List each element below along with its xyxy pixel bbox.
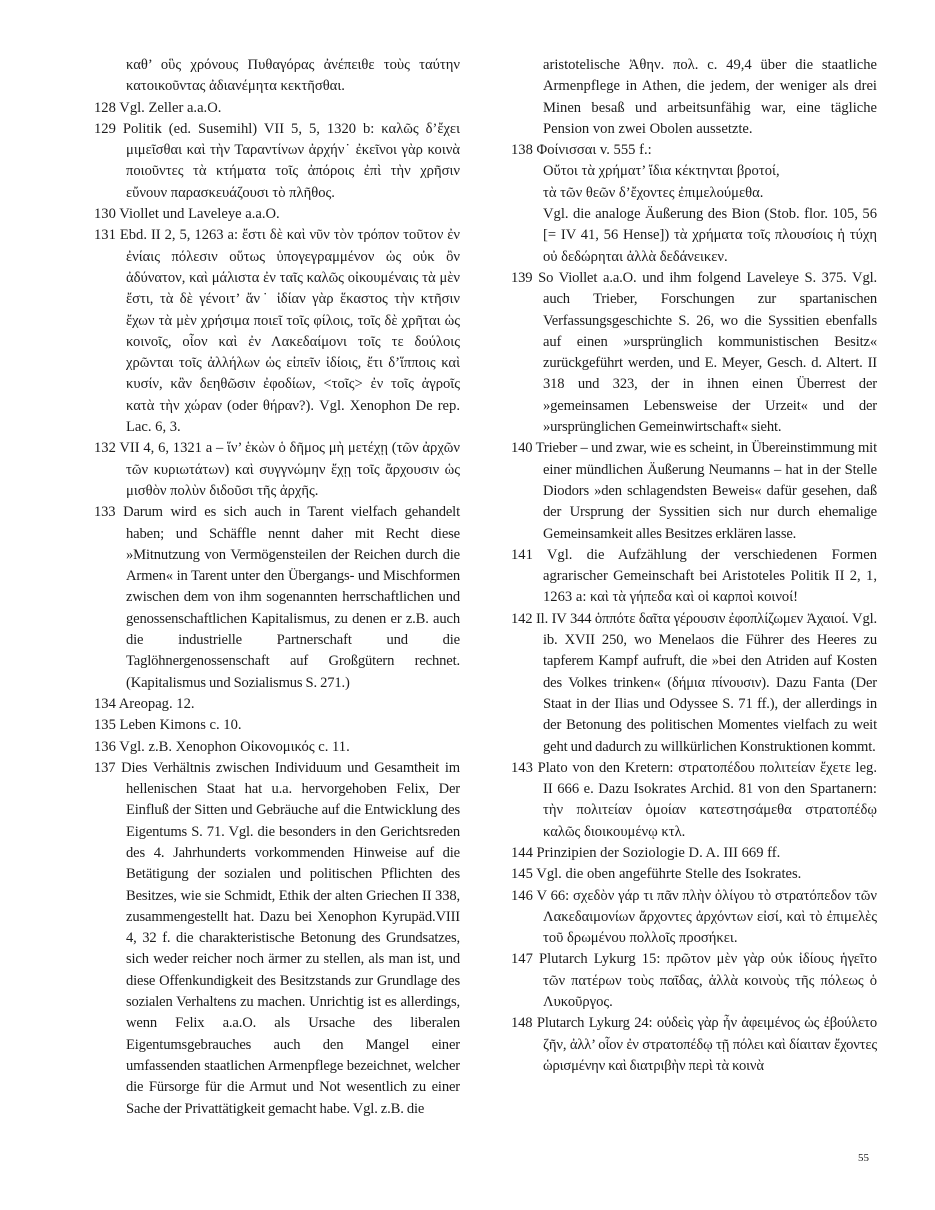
footnote-143: 143 Plato von den Kretern: στρατοπέδου πολιτείαν ἔχετε leg. II 666 e. Dazu Isokrates Archid. 81 von den Spartanern: τὴν πολιτείαν ὁμοίαν κατεστησάμεθα στρατοπέδῳ καλῶς διοικουμένῳ κτλ.: [511, 759, 877, 840]
footnote-146: 146 V 66: σχεδὸν γάρ τι πᾶν πλὴν ὀλίγου τὸ στρατόπεδον τῶν Λακεδαιμονίων ἄρχοντες ἀρχόντων εἰσί, καὶ τὸ ἐπιμελὲς τοῦ δρωμένου πολλοῖς προσήκει.: [511, 887, 877, 947]
footnote-130: 130 Viollet und Laveleye a.a.O.: [94, 206, 280, 223]
footnote-138: 138 Φοίνισσαι v. 555 f.:: [511, 142, 652, 159]
footnote-continuation: καθ’ οὓς χρόνους Πυθαγόρας ἀνέπειθε τοὺς ταύτην κατοικοῦντας ἀδιανέμητα κεκτῆσθαι.: [126, 57, 460, 95]
quote-line: τὰ τῶν θεῶν δ’ἔχοντες ἐπιμελούμεθα.: [543, 184, 764, 201]
footnote-141: 141 Vgl. die Aufzählung der verschiedenen Formen agrarischer Gemeinschaft bei Aristoteles Politik II 2, 1, 1263 a: καὶ τὰ γήπεδα καὶ οἱ καρποὶ κοινοί!: [511, 546, 877, 606]
footnote-148: 148 Plutarch Lykurg 24: οὐδεὶς γὰρ ἦν ἀφειμένος ὡς ἐβούλετο ζῆν, ἀλλ’ οἷον ἐν στρατοπέδῳ τῇ πόλει καὶ δίαιταν ἔχοντες ὡρισμένην καὶ διατριβὴν περὶ τὰ κοινὰ: [511, 1015, 877, 1074]
footnote-137: 137 Dies Verhältnis zwischen Individuum und Gesamtheit im hellenischen Staat hat u.a. hervorgehoben Felix, Der Einfluß der Sitten und Gebräuche auf die Entwicklung des Eigentums S. 71. Vgl. die besonders in den Gerichtsreden des 4. Jahrhunderts vorkommenden Hinweise auf die Betätigung der sozialen und politischen Pflichten des Besitzes, wie sie Schmidt, Ethik der alten Griechen II 338, zusammengestellt hat. Dazu bei Xenophon Kyrupäd.VIII 4, 32 f. die charakteristische Betonung des Grundsatzes, sich weder reicher noch ärmer zu stellen, als man ist, und diese Offenkundigkeit des Besitzstands zur Grundlage des sozialen Verhaltens zu machen. Unrichtig ist es allerdings, wenn Felix a.a.O. als Ursache des liberalen Eigentumsgebrauches auch den Mangel einer umfassenden staatlichen Armenpflege bezeichnet, welcher die Fürsorge für die Armut und Not wesentlich zu einer Sache der Privattätigkeit gemacht habe. Vgl. z.B. die: [94, 759, 460, 1117]
footnote-134: 134 Areopag. 12.: [94, 695, 195, 712]
quote-line: Οὔτοι τὰ χρήματ’ ἴδια κέκτηνται βροτοί,: [543, 163, 780, 180]
footnote-132: 132 VII 4, 6, 1321 a – ἵν’ ἑκὼν ὁ δῆμος μὴ μετέχῃ (τῶν ἀρχῶν τῶν κυριωτάτων) καὶ συγγνώμην ἔχῃ τοῖς ἄρχουσιν ὡς μισθὸν πολὺν διδοῦσι τῆς ἀρχῆς.: [94, 440, 460, 499]
footnote-133: 133 Darum wird es sich auch in Tarent vielfach gehandelt haben; und Schäffle nennt daher mit Recht diese »Mitnutzung von Vermögensteilen der Reichen durch die Armen« in Tarent unter den Übergangs- und Mischformen zwischen dem von ihm sogenannten herrschaftlichen und genossenschaftlichen Kapitalismus, zu denen er z.B. auch die industrielle Partnerschaft und die Taglöhnergenossenschaft auf Großgütern rechnet. (Kapitalismus und Sozialismus S. 271.): [94, 504, 460, 691]
footnote-129: 129 Politik (ed. Susemihl) VII 5, 5, 1320 b: καλῶς δ’ἔχει μιμεῖσθαι καὶ τὴν Ταραντίνων ἀρχήν˙ ἐκεῖνοι γὰρ κοινὰ ποιοῦντες τὰ κτήματα τοῖς ἀπόροις ἐπὶ τὴν χρῆσιν εὔνουν παρασκευάζουσι τὸ πλῆθος.: [94, 120, 460, 201]
footnote-128: 128 Vgl. Zeller a.a.O.: [94, 99, 222, 116]
left-column: [94, 55, 460, 1120]
footnote-139: 139 So Viollet a.a.O. und ihm folgend Laveleye S. 375. Vgl. auch Trieber, Forschungen zur spartanischen Verfassungsgeschichte S. 26, wo die Syssitien ebenfalls auf einen »ursprünglich kommunistischen Besitz« zurückgeführt werden, und E. Meyer, Gesch. d. Altert. II 318 und 323, der in ihnen einen Überrest der »gemeinsamen Lebensweise der Urzeit« und der »ursprünglichen Gemeinwirtschaft« sieht.: [511, 269, 877, 436]
page-number: 55: [858, 1152, 869, 1164]
footnote-138-continued: Vgl. die analoge Äußerung des Bion (Stob. flor. 105, 56 [= IV 41, 56 Hense]) τὰ χρήματα τοῖς πλουσίοις ἡ τύχη οὐ δεδώρηται ἀλλὰ δεδάνεικεν.: [543, 206, 877, 265]
footnote-136: 136 Vgl. z.B. Xenophon Οἰκονομικός c. 11.: [94, 738, 350, 755]
footnote-145: 145 Vgl. die oben angeführte Stelle des Isokrates.: [511, 866, 802, 883]
footnote-144: 144 Prinzipien der Soziologie D. A. III 669 ff.: [511, 844, 781, 861]
footnote-135: 135 Leben Kimons c. 10.: [94, 717, 242, 734]
footnote-131: 131 Ebd. II 2, 5, 1263 a: ἔστι δὲ καὶ νῦν τὸν τρόπον τοῦτον ἐν ἐνίαις πόλεσιν οὕτως ὑπογεγραμμένον ὡς οὐκ ὂν ἀδύνατον, καὶ μάλιστα ἐν ταῖς καλῶς οἰκουμέναις τὰ μὲν ἔστι, τὰ δὲ γένοιτ’ ἄν˙ ἰδίαν γὰρ ἕκαστος τὴν κτῆσιν ἔχων τὰ μὲν χρήσιμα ποιεῖ τοῖς φίλοις, τοῖς δὲ χρῆται ὡς κοινοῖς, οἷον καὶ ἐν Λακεδαίμονι τοῖς τε δούλοις χρῶνται τοῖς ἀλλήλων ὡς εἰπεῖν ἰδίοις, ἔτι δ’ἵπποις καὶ κυσίν, κἂν δεηθῶσιν ἐφοδίων, <τοῖς> ἐν τοῖς ἀγροῖς κατὰ τὴν χώραν (oder θήραν?). Vgl. Xenophon De rep. Lac. 6, 3.: [94, 227, 460, 436]
footnote-140: 140 Trieber – und zwar, wie es scheint, in Übereinstimmung mit einer mündlichen Äußerung Neumanns – hat in der Stelle Diodors »den schlagendsten Beweis« dafür gesehen, daß der Ursprung der Syssitien sich nur durch ehemalige Gemeinsamkeit alles Besitzes erklären lasse.: [511, 440, 877, 542]
footnote-continuation: aristotelische Ἀθην. πολ. c. 49,4 über die staatliche Armenpflege in Athen, die jedem, der weniger als drei Minen besaß und arbeitsunfähig war, eine tägliche Pension von zwei Obolen aussetzte.: [543, 57, 877, 137]
footnote-142: 142 Il. IV 344 ὁππότε δαῖτα γέρουσιν ἐφοπλίζωμεν Ἀχαιοί. Vgl. ib. XVII 250, wo Menelaos die Führer des Heeres zu tapferem Kampf aufruft, die »bei den Atriden auf Kosten des Volkes trinken« (δήμια πίνουσιν). Dazu Fanta (Der Staat in der Ilias und Odyssee S. 71 ff.), der allerdings in der Betonung des politischen Momentes vielfach zu weit geht und dadurch zu willkürlichen Konstruktionen kommt.: [511, 610, 877, 755]
footnote-147: 147 Plutarch Lykurg 15: πρῶτον μὲν γὰρ οὐκ ἰδίους ἡγεῖτο τῶν πατέρων τοὺς παῖδας, ἀλλὰ κοινοὺς τῆς πόλεως ὁ Λυκοῦργος.: [511, 951, 877, 1011]
right-column: [511, 55, 877, 1077]
